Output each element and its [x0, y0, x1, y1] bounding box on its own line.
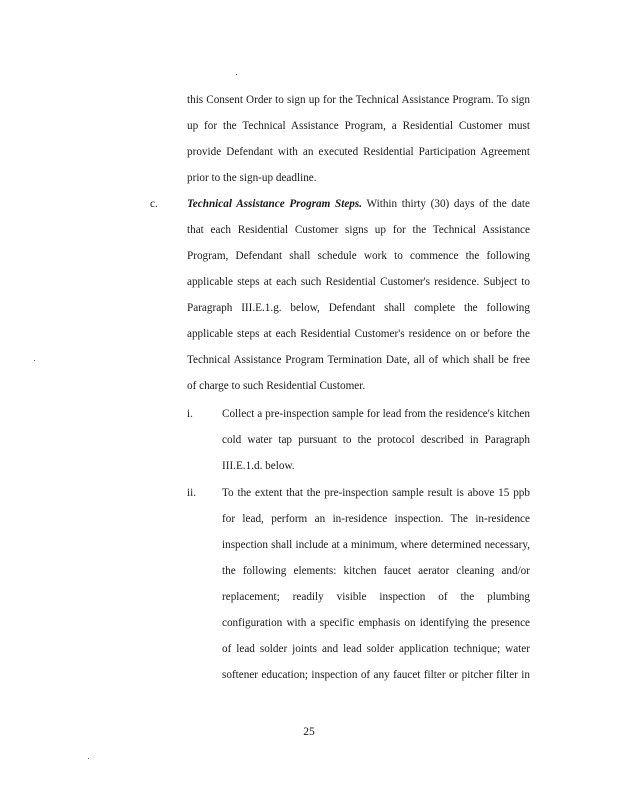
- page-number: 25: [303, 726, 315, 738]
- item-i-text: Collect a pre-inspection sample for lead from the residence's kitchen cold water tap pursuant to the protocol described in Paragraph III.E.1.d. below.: [222, 408, 530, 472]
- section-c-label: c.: [150, 198, 158, 210]
- section-c-paragraph: [187, 191, 530, 399]
- scan-speck: [88, 758, 89, 759]
- item-i-label: i.: [187, 408, 193, 420]
- item-ii-text: To the extent that the pre-inspection sample result is above 15 ppb for lead, perform an in-residence inspection. The in-residence inspection shall include at a minimum, where determined necessary, the following elements: kitchen faucet aerator cleaning and/or replacement; readily visible inspection of the plumbing configuration with a specific emphasis on identifying the presence of lead solder joints and lead solder application technique; water softener education; inspection of any faucet filter or pitcher filter in: [222, 487, 530, 681]
- scan-speck: [236, 74, 237, 75]
- section-c-body: Within thirty (30) days of the date that each Residential Customer signs up for the Technical Assistance Program, Defendant shall schedule work to commence the following applicable steps at each such Residential Customer's residence. Subject to Paragraph III.E.1.g. below, Defendant shall complete the following applicable steps at each Residential Customer's residence on or before the Technical Assistance Program Termination Date, all of which shall be free of charge to such Residential Customer.: [187, 198, 530, 392]
- top-paragraph: this Consent Order to sign up for the Technical Assistance Program. To sign up for the Technical Assistance Program, a Residential Customer must provide Defendant with an executed Residential Participation Agreement prior to the sign-up deadline.: [187, 94, 530, 184]
- scan-speck: [34, 360, 35, 361]
- section-c-heading: Technical Assistance Program Steps.: [187, 198, 363, 210]
- item-ii-label: ii.: [187, 487, 197, 499]
